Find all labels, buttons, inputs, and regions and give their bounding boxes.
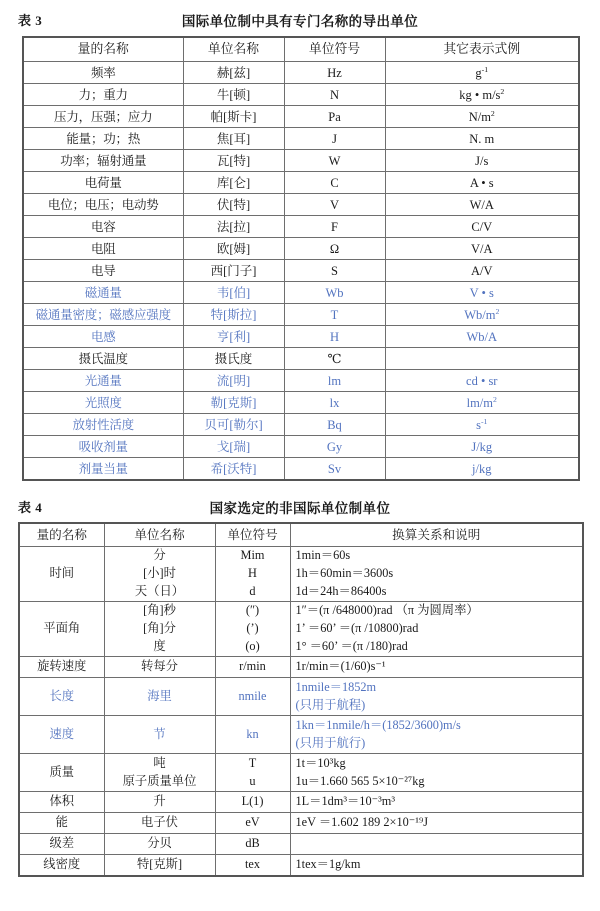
table3-quantity-name: 电阻 xyxy=(23,238,183,260)
table-row xyxy=(19,855,583,877)
table4-quantity-name: 平面角 xyxy=(19,602,104,657)
table3-other-expression: V • s xyxy=(385,282,579,304)
table3-unit-name: 亨[利] xyxy=(183,326,284,348)
table3-quantity-name: 电位；电压；电动势 xyxy=(23,194,183,216)
table-row xyxy=(23,348,579,370)
table-row xyxy=(23,62,579,84)
table3-caption-title: 国际单位制中具有专门名称的导出单位 xyxy=(181,14,419,29)
table-row xyxy=(23,194,579,216)
table-row xyxy=(23,370,579,392)
table3-quantity-name: 电容 xyxy=(23,216,183,238)
table3-unit-symbol: Hz xyxy=(284,62,385,84)
table4-quantity-name: 体积 xyxy=(19,792,104,813)
table3-unit-symbol: Bq xyxy=(284,414,385,436)
table4-col-header-1: 单位名称 xyxy=(104,523,215,547)
table3-other-expression: $s^{-1}$ xyxy=(385,414,579,436)
table3-unit-symbol: H xyxy=(284,326,385,348)
table4-conversion-relation: 1L＝1dm³＝10⁻³m³ xyxy=(290,792,583,813)
table3-other-expression: kg • $m/s^2$ xyxy=(385,84,579,106)
table4-caption xyxy=(0,497,600,519)
table4-unit-symbol: Mim H d xyxy=(215,547,290,602)
table-row xyxy=(23,414,579,436)
table3-unit-name: 伏[特] xyxy=(183,194,284,216)
table4-unit-symbol: (″) (’) (o) xyxy=(215,602,290,657)
table-row xyxy=(19,602,583,657)
table3-unit-name: 勒[克斯] xyxy=(183,392,284,414)
table-row xyxy=(23,326,579,348)
table4-unit-symbol: eV xyxy=(215,813,290,834)
table4-unit-symbol: nmile xyxy=(215,678,290,716)
table4-quantity-name: 级差 xyxy=(19,834,104,855)
table4-quantity-name: 长度 xyxy=(19,678,104,716)
table-row xyxy=(19,813,583,834)
table4-unit-name: 电子伏 xyxy=(104,813,215,834)
table4-conversion-relation: 1tex＝1g/km xyxy=(290,855,583,877)
table3-unit-name: 欧[姆] xyxy=(183,238,284,260)
table3-unit-symbol: T xyxy=(284,304,385,326)
table3-unit-symbol: Gy xyxy=(284,436,385,458)
table3-quantity-name: 力；重力 xyxy=(23,84,183,106)
table4-col-header-3: 换算关系和说明 xyxy=(290,523,583,547)
table-row xyxy=(23,436,579,458)
table3-unit-symbol: lx xyxy=(284,392,385,414)
table-row xyxy=(23,150,579,172)
table3-unit-name: 帕[斯卡] xyxy=(183,106,284,128)
table3-unit-name: 焦[耳] xyxy=(183,128,284,150)
table3-other-expression: $N/m^2$ xyxy=(385,106,579,128)
table-row xyxy=(19,792,583,813)
table-row xyxy=(19,834,583,855)
table3-col-header-2: 单位符号 xyxy=(284,37,385,62)
table3-unit-symbol: Wb xyxy=(284,282,385,304)
table3-other-expression: V/A xyxy=(385,238,579,260)
table3-other-expression: Wb/A xyxy=(385,326,579,348)
table4-unit-name: 分 [小]时 天（日） xyxy=(104,547,215,602)
table3-other-expression: $Wb/m^2$ xyxy=(385,304,579,326)
table4-conversion-relation: 1eV ＝1.602 189 2×10⁻¹⁹J xyxy=(290,813,583,834)
table3-col-header-0: 量的名称 xyxy=(23,37,183,62)
table3-header-row xyxy=(23,37,579,62)
table3-unit-symbol: W xyxy=(284,150,385,172)
table-row xyxy=(23,392,579,414)
table3-other-expression: J/s xyxy=(385,150,579,172)
table4-unit-name: 吨 原子质量单位 xyxy=(104,754,215,792)
table-row xyxy=(19,754,583,792)
table3-other-expression: N. m xyxy=(385,128,579,150)
table3-quantity-name: 磁通量密度；磁感应强度 xyxy=(23,304,183,326)
table3-col-header-1: 单位名称 xyxy=(183,37,284,62)
table-row xyxy=(19,657,583,678)
table4-unit-name: 升 xyxy=(104,792,215,813)
table3-quantity-name: 电感 xyxy=(23,326,183,348)
table3-container xyxy=(0,32,600,481)
table4-caption-title: 国家选定的非国际单位制单位 xyxy=(209,501,391,516)
table3-unit-symbol: Sv xyxy=(284,458,385,481)
table3-unit-name: 希[沃特] xyxy=(183,458,284,481)
table3-unit-name: 戈[瑞] xyxy=(183,436,284,458)
table-row xyxy=(19,716,583,754)
table-row xyxy=(23,458,579,481)
table4-unit-name: 分贝 xyxy=(104,834,215,855)
table3-other-expression: j/kg xyxy=(385,458,579,481)
table3-other-expression: $lm/m^2$ xyxy=(385,392,579,414)
table3-unit-name: 库[仑] xyxy=(183,172,284,194)
table3-quantity-name: 剂量当量 xyxy=(23,458,183,481)
table4-header-row xyxy=(19,523,583,547)
table3-unit-name: 韦[伯] xyxy=(183,282,284,304)
table-row xyxy=(19,678,583,716)
table4-unit-symbol: dB xyxy=(215,834,290,855)
table3-other-expression: $g^{-1}$ xyxy=(385,62,579,84)
table3-unit-symbol: V xyxy=(284,194,385,216)
table3-unit-name: 流[明] xyxy=(183,370,284,392)
table3-unit-name: 摄氏度 xyxy=(183,348,284,370)
table4-unit-name: 海里 xyxy=(104,678,215,716)
table4-container xyxy=(0,519,600,877)
table3-quantity-name: 电导 xyxy=(23,260,183,282)
table3-quantity-name: 功率；辐射通量 xyxy=(23,150,183,172)
table3-quantity-name: 光照度 xyxy=(23,392,183,414)
table3-unit-symbol: J xyxy=(284,128,385,150)
table4-conversion-relation: 1kn＝1nmile/h＝(1852/3600)m/s (只用于航行) xyxy=(290,716,583,754)
table3-quantity-name: 电荷量 xyxy=(23,172,183,194)
table3-unit-name: 瓦[特] xyxy=(183,150,284,172)
table4-unit-symbol: r/min xyxy=(215,657,290,678)
table3-unit-symbol: F xyxy=(284,216,385,238)
table3-unit-name: 牛[顿] xyxy=(183,84,284,106)
table4-unit-name: 特[克斯] xyxy=(104,855,215,877)
table4 xyxy=(18,522,584,877)
table4-quantity-name: 速度 xyxy=(19,716,104,754)
table4-unit-symbol: T u xyxy=(215,754,290,792)
table3-quantity-name: 光通量 xyxy=(23,370,183,392)
table4-conversion-relation: 1r/min＝(1/60)s⁻¹ xyxy=(290,657,583,678)
table3-unit-name: 赫[兹] xyxy=(183,62,284,84)
table-row xyxy=(23,282,579,304)
table4-unit-name: [角]秒 [角]分 度 xyxy=(104,602,215,657)
table4-unit-name: 转每分 xyxy=(104,657,215,678)
table-row xyxy=(23,304,579,326)
table3-quantity-name: 磁通量 xyxy=(23,282,183,304)
table4-conversion-relation: 1t＝10³kg 1u＝1.660 565 5×10⁻²⁷kg xyxy=(290,754,583,792)
table3-quantity-name: 放射性活度 xyxy=(23,414,183,436)
table-row xyxy=(23,128,579,150)
table4-quantity-name: 时间 xyxy=(19,547,104,602)
table-row xyxy=(23,84,579,106)
table4-unit-symbol: tex xyxy=(215,855,290,877)
table4-caption-label: 表 4 xyxy=(18,500,43,515)
table3-unit-symbol: Pa xyxy=(284,106,385,128)
table-row xyxy=(23,216,579,238)
table3-other-expression xyxy=(385,348,579,370)
table3-unit-symbol: N xyxy=(284,84,385,106)
table-row xyxy=(19,547,583,602)
table3-quantity-name: 摄氏温度 xyxy=(23,348,183,370)
table-row xyxy=(23,106,579,128)
table3-unit-name: 法[拉] xyxy=(183,216,284,238)
table3-quantity-name: 频率 xyxy=(23,62,183,84)
table3-unit-symbol: Ω xyxy=(284,238,385,260)
table3-other-expression: J/kg xyxy=(385,436,579,458)
table3-unit-name: 特[斯拉] xyxy=(183,304,284,326)
table4-col-header-2: 单位符号 xyxy=(215,523,290,547)
table4-unit-name: 节 xyxy=(104,716,215,754)
table4-quantity-name: 能 xyxy=(19,813,104,834)
table-row xyxy=(23,260,579,282)
table3-unit-symbol: C xyxy=(284,172,385,194)
table-row xyxy=(23,172,579,194)
table3-caption-label: 表 3 xyxy=(18,13,43,28)
table3-unit-symbol: lm xyxy=(284,370,385,392)
table4-quantity-name: 线密度 xyxy=(19,855,104,877)
table3-quantity-name: 能量；功；热 xyxy=(23,128,183,150)
table3-unit-symbol: S xyxy=(284,260,385,282)
table4-conversion-relation: 1nmile＝1852m (只用于航程) xyxy=(290,678,583,716)
table3-other-expression: W/A xyxy=(385,194,579,216)
table3-unit-symbol: ℃ xyxy=(284,348,385,370)
table4-quantity-name: 旋转速度 xyxy=(19,657,104,678)
table3-other-expression: A/V xyxy=(385,260,579,282)
table-row xyxy=(23,238,579,260)
table3-unit-name: 西[门子] xyxy=(183,260,284,282)
table4-conversion-relation xyxy=(290,834,583,855)
table3-quantity-name: 吸收剂量 xyxy=(23,436,183,458)
table3 xyxy=(22,36,580,481)
table4-col-header-0: 量的名称 xyxy=(19,523,104,547)
table3-unit-name: 贝可[勒尔] xyxy=(183,414,284,436)
table4-conversion-relation: 1″＝(π /648000)rad （π 为圆周率） 1’ ＝60’ ＝(π /10800)rad 1° ＝60’ ＝(π /180)rad xyxy=(290,602,583,657)
table3-col-header-3: 其它表示式例 xyxy=(385,37,579,62)
table4-quantity-name: 质量 xyxy=(19,754,104,792)
table3-other-expression: A • s xyxy=(385,172,579,194)
table3-quantity-name: 压力，压强；应力 xyxy=(23,106,183,128)
table4-unit-symbol: kn xyxy=(215,716,290,754)
table3-other-expression: cd • sr xyxy=(385,370,579,392)
table4-conversion-relation: 1min＝60s 1h＝60min＝3600s 1d＝24h＝86400s xyxy=(290,547,583,602)
table3-caption xyxy=(0,10,600,32)
table3-other-expression: C/V xyxy=(385,216,579,238)
table4-unit-symbol: L(1) xyxy=(215,792,290,813)
